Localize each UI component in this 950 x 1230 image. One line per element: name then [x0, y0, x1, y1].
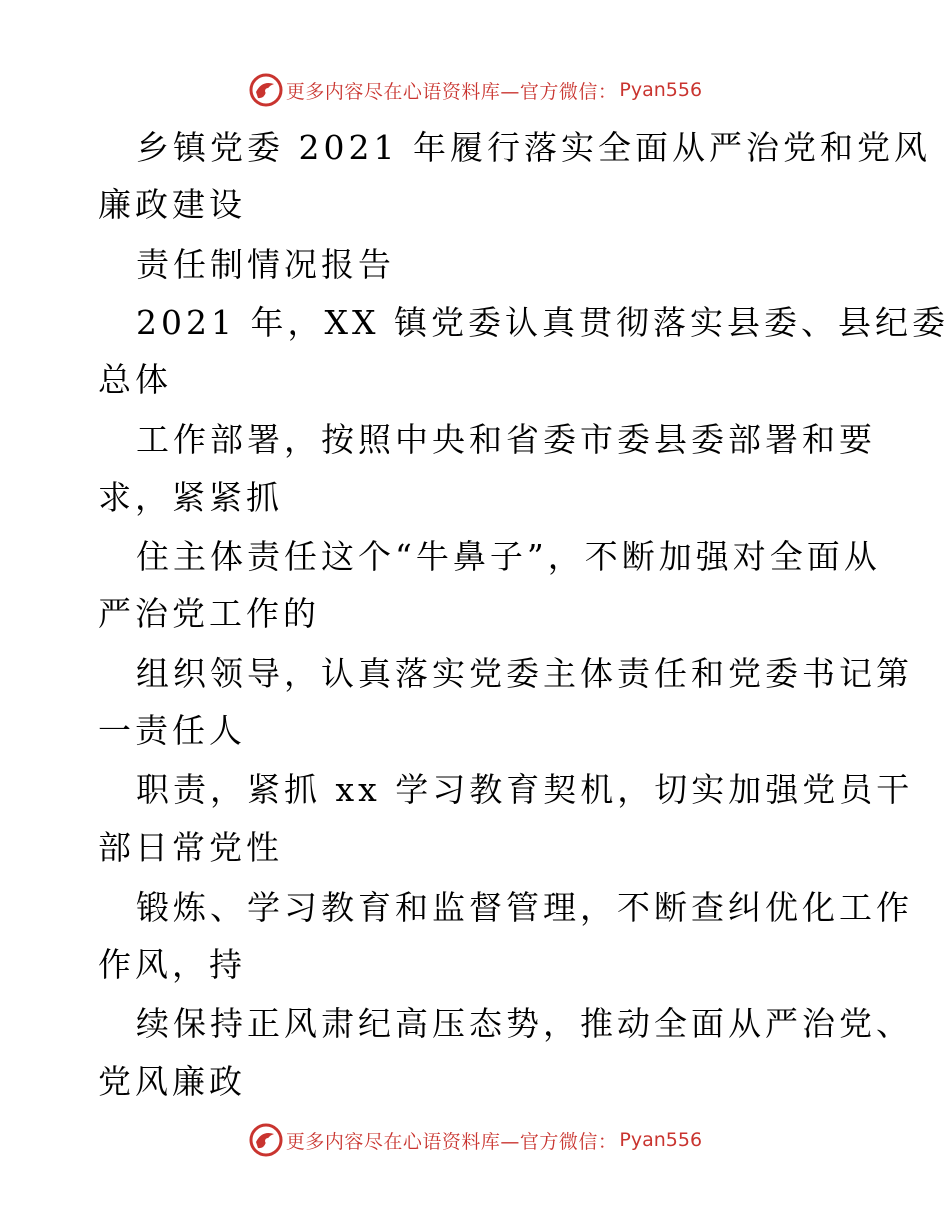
- text-line: 一责任人: [98, 711, 246, 750]
- text-line: 2021 年，XX 镇党委认真贯彻落实县委、县纪委: [136, 303, 949, 342]
- red-swirl-logo-icon: [248, 1122, 284, 1158]
- text-line: 严治党工作的: [98, 594, 320, 633]
- text-line: 工作部署，按照中央和省委市委县委部署和要: [136, 420, 876, 459]
- footer-watermark: [0, 1122, 950, 1158]
- text-line: 总体: [98, 360, 172, 399]
- text-line: 职责，紧抓 xx 学习教育契机，切实加强党员干: [136, 770, 914, 809]
- text-line: 责任制情况报告: [136, 245, 395, 284]
- header-watermark: [0, 72, 950, 108]
- red-swirl-logo-icon: [248, 72, 284, 108]
- text-line: 续保持正风肃纪高压态势，推动全面从严治党、: [136, 1004, 913, 1043]
- text-line: 组织领导，认真落实党委主体责任和党委书记第: [136, 654, 913, 693]
- text-line: 住主体责任这个“牛鼻子”，不断加强对全面从: [136, 537, 881, 576]
- text-line: 部日常党性: [98, 828, 283, 867]
- text-line: 作风，持: [98, 945, 246, 984]
- text-line: 党风廉政: [98, 1062, 246, 1101]
- watermark-id: Pyan556: [619, 1129, 703, 1151]
- text-line: 乡镇党委 2021 年履行落实全面从严治党和党风: [136, 128, 931, 167]
- text-line: 锻炼、学习教育和监督管理，不断查纠优化工作: [136, 888, 913, 927]
- watermark-text: 更多内容尽在心语资料库—官方微信：: [285, 80, 618, 103]
- text-line: 求，紧紧抓: [98, 478, 283, 517]
- watermark-text: 更多内容尽在心语资料库—官方微信：: [285, 1130, 618, 1153]
- watermark-id: Pyan556: [619, 79, 703, 101]
- text-line: 廉政建设: [98, 185, 246, 224]
